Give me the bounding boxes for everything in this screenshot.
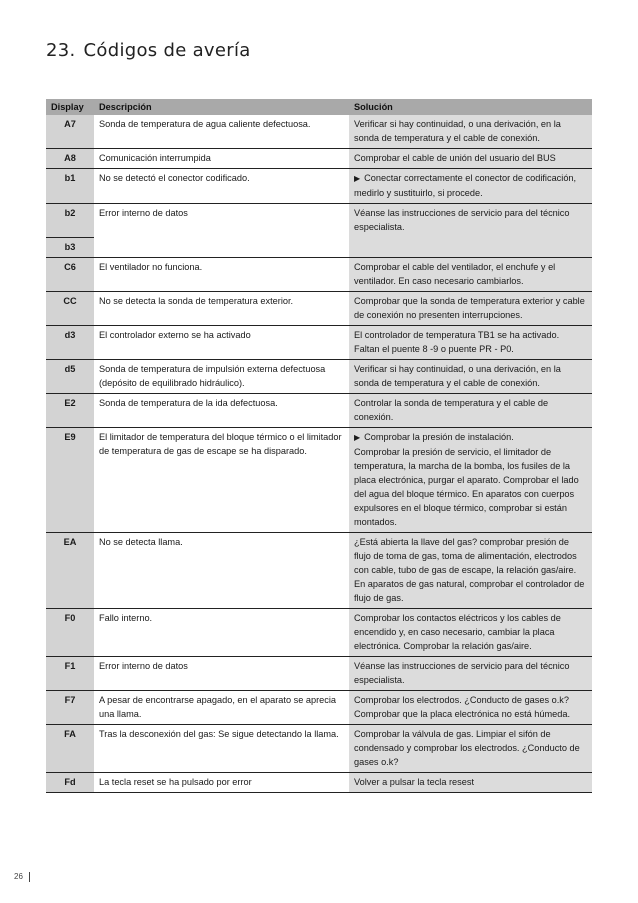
fault-code: F7 <box>46 690 94 724</box>
solution-text: Comprobar los electrodos. ¿Conducto de gases o.k? Comprobar que la placa electrónica no está húmeda. <box>354 694 571 719</box>
fault-description: A pesar de encontrarse apagado, en el aparato se aprecia una llama. <box>94 690 349 724</box>
table-row <box>46 237 592 257</box>
fault-description: El limitador de temperatura del bloque térmico o el limitador de temperatura de gas de escape se ha disparado. <box>94 427 349 532</box>
fault-solution <box>349 257 592 291</box>
table-row <box>46 291 592 325</box>
fault-code: b3 <box>46 237 94 257</box>
fault-solution <box>349 393 592 427</box>
page-title <box>46 40 251 61</box>
solution-paragraph <box>354 445 587 529</box>
table-row <box>46 690 592 724</box>
header-solution: Solución <box>349 99 592 115</box>
solution-paragraph <box>354 775 587 789</box>
fault-description: El ventilador no funciona. <box>94 257 349 291</box>
header-display: Display <box>46 99 94 115</box>
table-row <box>46 169 592 204</box>
solution-text: Verificar si hay continuidad, o una derivación, en la sonda de temperatura y el cable de conexión. <box>354 363 561 388</box>
page-number: 26 <box>14 872 23 882</box>
solution-text: Comprobar los contactos eléctricos y los cables de encendido y, en caso necesario, cambiar la placa electrónica. Comprobar la relación gas/aire. <box>354 612 561 651</box>
fault-code: F0 <box>46 608 94 656</box>
fault-solution <box>349 204 592 238</box>
solution-paragraph <box>354 328 587 356</box>
table-row <box>46 149 592 169</box>
fault-solution <box>349 532 592 608</box>
fault-solution <box>349 115 592 149</box>
solution-text: Comprobar que la sonda de temperatura exterior y cable de conexión no presenten interrupciones. <box>354 295 585 320</box>
fault-description: Sonda de temperatura de la ida defectuosa. <box>94 393 349 427</box>
solution-text: Véanse las instrucciones de servicio para del técnico especialista. <box>354 660 570 685</box>
fault-description: Sonda de temperatura de agua caliente defectuosa. <box>94 115 349 149</box>
fault-code: A7 <box>46 115 94 149</box>
fault-code: FA <box>46 724 94 772</box>
fault-description: Error interno de datos <box>94 656 349 690</box>
solution-paragraph <box>354 611 587 653</box>
fault-solution <box>349 359 592 393</box>
solution-paragraph <box>354 693 587 721</box>
fault-solution <box>349 608 592 656</box>
fault-solution <box>349 656 592 690</box>
solution-text: Comprobar el cable de unión del usuario del BUS <box>354 153 556 163</box>
table-row <box>46 427 592 532</box>
fault-solution <box>349 772 592 792</box>
section-title: Códigos de avería <box>83 40 251 61</box>
table-row <box>46 772 592 792</box>
solution-paragraph <box>354 430 587 445</box>
fault-code: d3 <box>46 325 94 359</box>
fault-description: Error interno de datos <box>94 204 349 238</box>
fault-code: d5 <box>46 359 94 393</box>
table-row <box>46 115 592 149</box>
solution-text: ¿Está abierta la llave del gas? comprobar presión de flujo de toma de gas, toma de alimentación, electrodos con cable, tubo de gas de escape, la relación gas/aire. En aparatos de gas natural, comprobar el controlador de flujo de gas. <box>354 536 585 603</box>
fault-solution <box>349 149 592 169</box>
fault-description: Fallo interno. <box>94 608 349 656</box>
fault-description: No se detecta la sonda de temperatura exterior. <box>94 291 349 325</box>
fault-code: b1 <box>46 169 94 204</box>
header-description: Descripción <box>94 99 349 115</box>
solution-text: Controlar la sonda de temperatura y el cable de conexión. <box>354 397 549 422</box>
table-row <box>46 204 592 238</box>
solution-text: Comprobar la válvula de gas. Limpiar el sifón de condensado y comprobar los electrodos. ¿Conducto de gases o.k? <box>354 728 580 767</box>
fault-description: La tecla reset se ha pulsado por error <box>94 772 349 792</box>
table-row <box>46 325 592 359</box>
fault-description: No se detecta llama. <box>94 532 349 608</box>
table-row <box>46 257 592 291</box>
table-row <box>46 608 592 656</box>
solution-paragraph <box>354 171 587 200</box>
fault-solution <box>349 291 592 325</box>
table-row <box>46 532 592 608</box>
solution-paragraph <box>354 151 587 165</box>
solution-paragraph <box>354 396 587 424</box>
table-row <box>46 393 592 427</box>
fault-solution <box>349 427 592 532</box>
solution-paragraph <box>354 294 587 322</box>
fault-code: CC <box>46 291 94 325</box>
solution-text: Verificar si hay continuidad, o una derivación, en la sonda de temperatura y el cable de conexión. <box>354 119 561 143</box>
table-row <box>46 656 592 690</box>
bullet-triangle-icon: ▶ <box>354 174 361 183</box>
fault-description: No se detectó el conector codificado. <box>94 169 349 204</box>
solution-paragraph <box>354 362 587 390</box>
fault-code: b2 <box>46 204 94 238</box>
fault-code: Fd <box>46 772 94 792</box>
fault-description: Sonda de temperatura de impulsión externa defectuosa (depósito de equilibrado hidráulico). <box>94 359 349 393</box>
solution-text: Véanse las instrucciones de servicio para del técnico especialista. <box>354 208 570 232</box>
solution-paragraph <box>354 659 587 687</box>
solution-paragraph <box>354 727 587 769</box>
footer-divider <box>29 872 30 882</box>
fault-solution <box>349 690 592 724</box>
solution-paragraph <box>354 206 587 234</box>
fault-code: C6 <box>46 257 94 291</box>
fault-solution <box>349 237 592 257</box>
solution-text: Conectar correctamente el conector de codificación, medirlo y sustituirlo, si procede. <box>354 173 577 198</box>
solution-text: Comprobar el cable del ventilador, el enchufe y el ventilador. En caso necesario cambiarlos. <box>354 261 556 286</box>
fault-solution <box>349 724 592 772</box>
fault-code: E2 <box>46 393 94 427</box>
fault-solution <box>349 325 592 359</box>
fault-codes-table <box>46 99 592 793</box>
table-row <box>46 359 592 393</box>
table-header-row <box>46 99 592 115</box>
solution-text: Volver a pulsar la tecla resest <box>354 776 475 787</box>
fault-code: E9 <box>46 427 94 532</box>
fault-code: F1 <box>46 656 94 690</box>
section-number: 23. <box>46 40 76 61</box>
fault-code: A8 <box>46 149 94 169</box>
page-footer <box>14 872 30 882</box>
table-row <box>46 724 592 772</box>
fault-description: Tras la desconexión del gas: Se sigue detectando la llama. <box>94 724 349 772</box>
fault-description: Comunicación interrumpida <box>94 149 349 169</box>
fault-description: El controlador externo se ha activado <box>94 325 349 359</box>
solution-text: El controlador de temperatura TB1 se ha activado. Faltan el puente 8 -9 o puente PR - P0. <box>354 329 560 354</box>
fault-solution <box>349 169 592 204</box>
bullet-triangle-icon: ▶ <box>354 432 361 442</box>
solution-paragraph <box>354 117 587 145</box>
solution-paragraph <box>354 535 587 605</box>
solution-paragraph <box>354 260 587 288</box>
solution-text: Comprobar la presión de servicio, el limitador de temperatura, la marcha de la bomba, los fusiles de la placa electrónica, purgar el aparato. Comprobar el lado del agua del bloque térmico. En aparatos con cuerpos expulsores en el bloque térmico, comprobar si están montados. <box>354 446 579 527</box>
fault-description <box>94 237 349 257</box>
fault-code: EA <box>46 532 94 608</box>
solution-text: Comprobar la presión de instalación. <box>364 431 514 442</box>
